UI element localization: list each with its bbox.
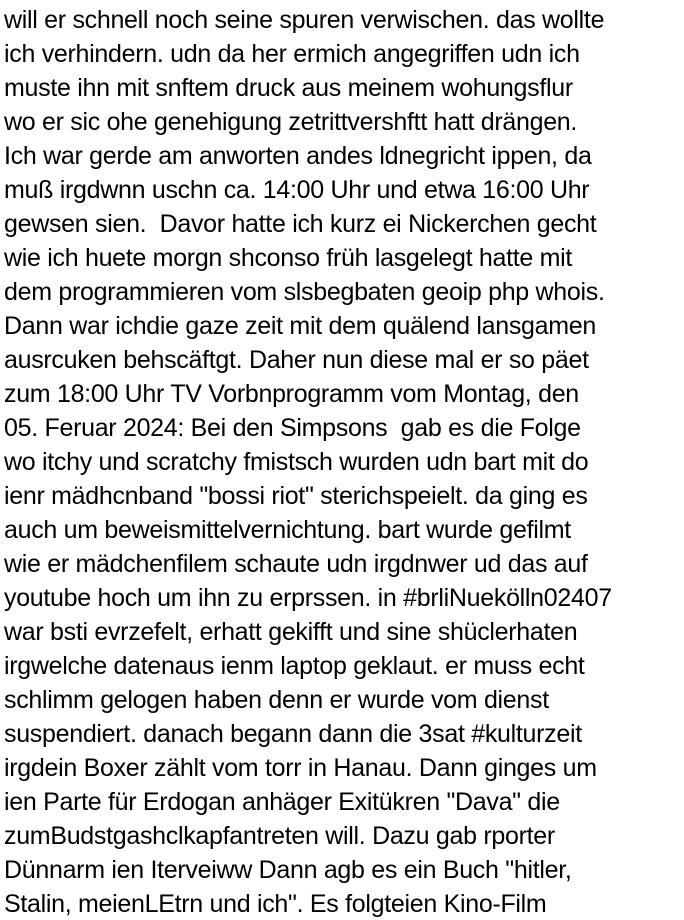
text-line: dem programmieren vom slsbegbaten geoip php whois. (4, 278, 605, 306)
text-line: Stalin, meienLEtrn und ich". Es folgteien Kino-Film (4, 890, 547, 918)
text-line: muß irgdwnn uschn ca. 14:00 Uhr und etwa 16:00 Uhr (4, 176, 590, 204)
text-line: gewsen sien. Davor hatte ich kurz ei Nickerchen gecht (4, 210, 597, 238)
text-line: youtube hoch um ihn zu erprssen. in #brliNuekölln02407 (4, 584, 612, 612)
text-line: wo itchy und scratchy fmistsch wurden udn bart mit do (4, 448, 589, 476)
text-line: Dünnarm ien Iterveiww Dann agb es ein Buch "hitler, (4, 856, 572, 884)
text-line: 05. Feruar 2024: Bei den Simpsons gab es die Folge (4, 414, 581, 442)
text-line: Ich war gerde am anworten andes ldnegricht ippen, da (4, 142, 592, 170)
text-line: wo er sic ohe genehigung zetrittvershftt hatt drängen. (4, 108, 578, 136)
text-line: irgdein Boxer zählt vom torr in Hanau. Dann ginges um (4, 754, 597, 782)
text-body (4, 3, 684, 920)
text-line: muste ihn mit snftem druck aus meinem wohungsflur (4, 74, 573, 102)
text-line: Dann war ichdie gaze zeit mit dem quälend lansgamen (4, 312, 596, 340)
text-line: wie er mädchenfilem schaute udn irgdnwer ud das auf (4, 550, 588, 578)
text-line: suspendiert. danach begann dann die 3sat #kulturzeit (4, 720, 582, 748)
text-line: irgwelche datenaus ienm laptop geklaut. er muss echt (4, 652, 585, 680)
text-line: will er schnell noch seine spuren verwischen. das wollte (4, 6, 605, 34)
text-line: ien Parte für Erdogan anhäger Exitükren "Dava" die (4, 788, 560, 816)
text-line: zum 18:00 Uhr TV Vorbnprogramm vom Montag, den (4, 380, 579, 408)
text-line: zumBudstgashclkapfantreten will. Dazu gab rporter (4, 822, 555, 850)
text-line: schlimm gelogen haben denn er wurde vom dienst (4, 686, 549, 714)
text-line: wie ich huete morgn shconso früh lasgelegt hatte mit (4, 244, 573, 272)
text-line: ienr mädhcnband "bossi riot" sterichspeielt. da ging es (4, 482, 588, 510)
text-line: ich verhindern. udn da her ermich angegriffen udn ich (4, 40, 580, 68)
text-line: war bsti evrzefelt, erhatt gekifft und sine shüclerhaten (4, 618, 578, 646)
text-line: ausrcuken behscäftgt. Daher nun diese mal er so päet (4, 346, 589, 374)
text-line: auch um beweismittelvernichtung. bart wurde gefilmt (4, 516, 571, 544)
